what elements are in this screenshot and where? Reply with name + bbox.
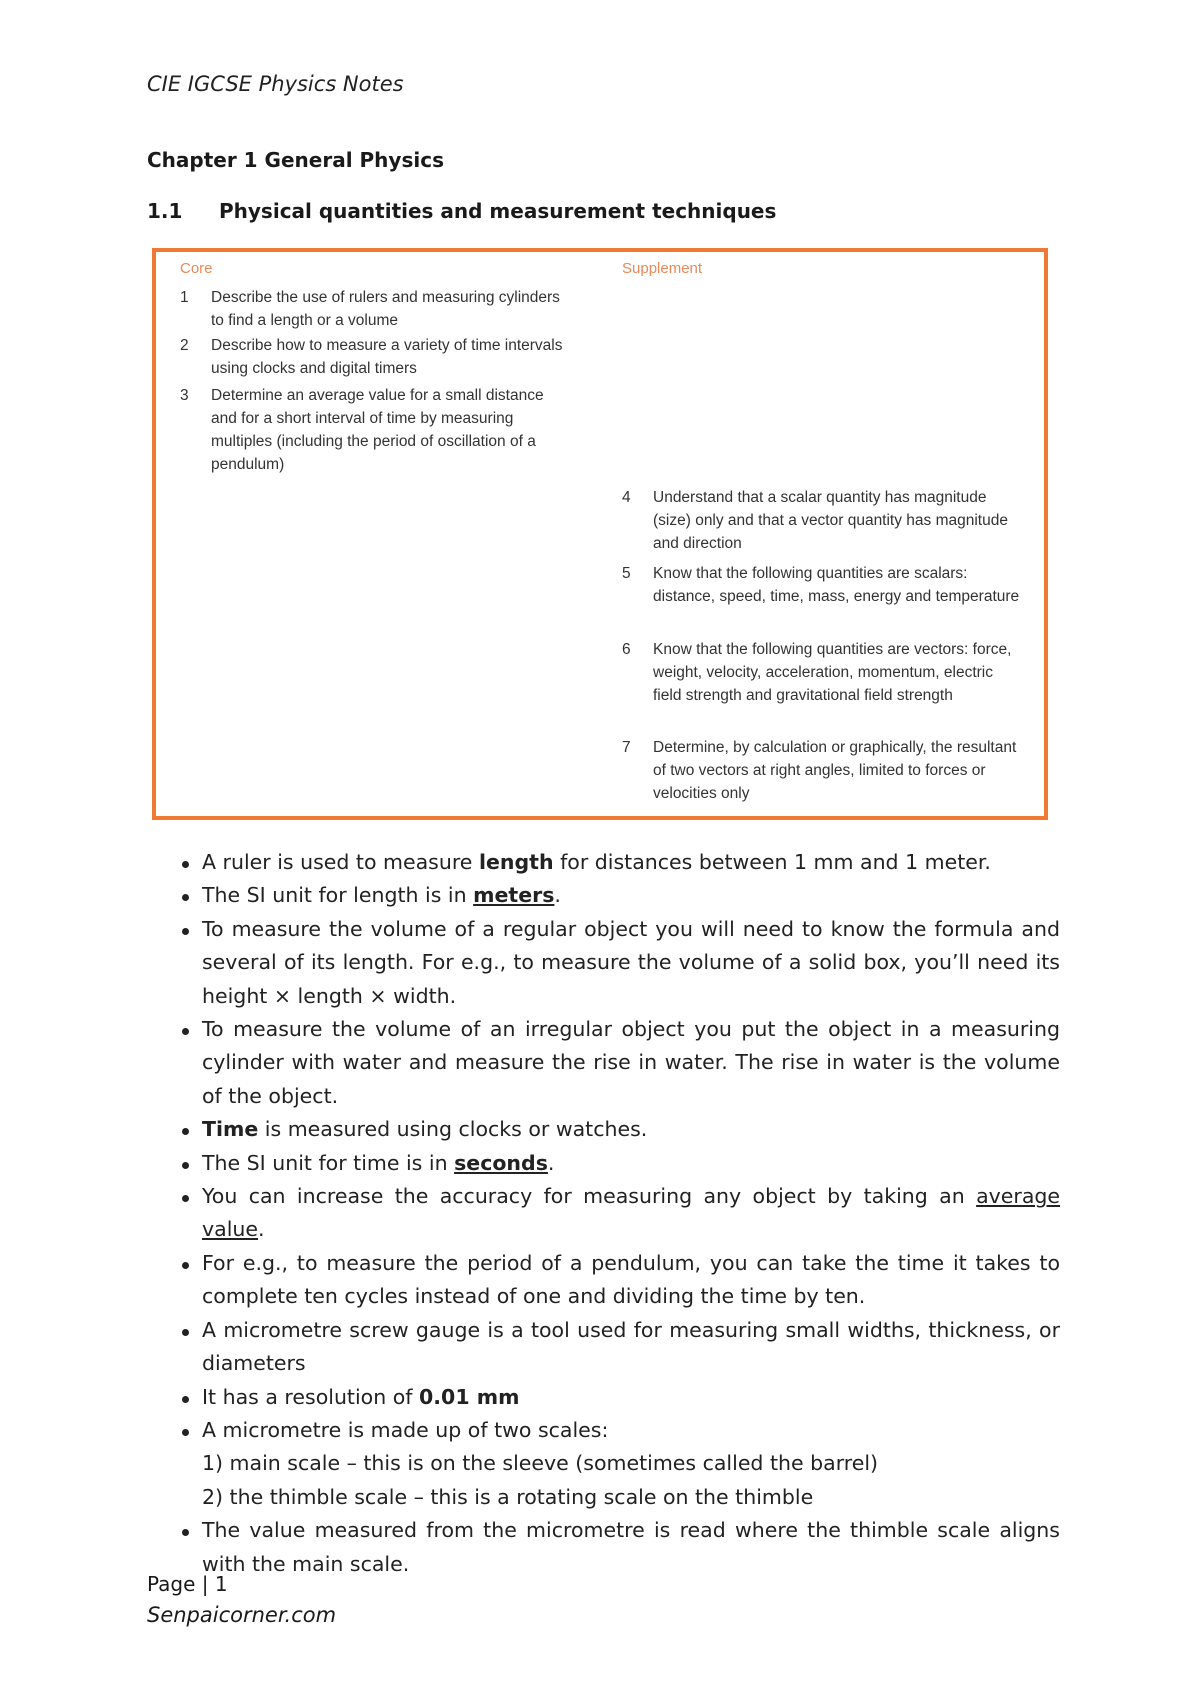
bullet-icon [182,1128,189,1135]
bullet-item: To measure the volume of an irregular object you put the object in a measuring cylinder with water and measure the rise in water. The rise in water is the volume of the object. [180,1013,1060,1113]
objective-text: Describe how to measure a variety of time intervals using clocks and digital timers [211,337,563,377]
section-title: Physical quantities and measurement techniques [219,199,777,223]
bullet-item: It has a resolution of 0.01 mm [180,1381,1060,1414]
bullet-icon [182,1162,189,1169]
supplement-objective [622,486,1022,555]
objective-number: 3 [180,387,189,404]
supplement-objective [622,562,1022,608]
bullet-item: For e.g., to measure the period of a pendulum, you can take the time it takes to complete ten cycles instead of one and dividing the time by ten. [180,1247,1060,1314]
objective-number: 4 [622,489,631,506]
bullet-icon [182,1529,189,1536]
supplement-heading: Supplement [622,260,703,277]
bullet-icon [182,1028,189,1035]
objective-text: Know that the following quantities are vectors: force, weight, velocity, acceleration, momentum, electric field strength and gravitational field strength [653,641,1012,704]
objective-text: Determine, by calculation or graphically, the resultant of two vectors at right angles, limited to forces or velocities only [653,739,1017,802]
bullet-item: A micrometre is made up of two scales: 1) main scale – this is on the sleeve (sometimes called the barrel) 2) the thimble scale – this is a rotating scale on the thimble [180,1414,1060,1514]
objective-text: Understand that a scalar quantity has magnitude (size) only and that a vector quantity has magnitude and direction [653,489,1008,552]
core-heading: Core [180,260,213,277]
bullet-item: The SI unit for time is in seconds. [180,1147,1060,1180]
bullet-item: A micrometre screw gauge is a tool used for measuring small widths, thickness, or diameters [180,1314,1060,1381]
section-number: 1.1 [147,199,183,223]
objective-text: Describe the use of rulers and measuring cylinders to find a length or a volume [211,289,560,329]
bullet-icon [182,1396,189,1403]
objective-text: Determine an average value for a small distance and for a short interval of time by measuring multiples (including the period of oscillation of a pendulum) [211,387,544,473]
objective-number: 5 [622,565,631,582]
objective-number: 1 [180,289,189,306]
objective-number: 7 [622,739,631,756]
core-objective [180,286,565,332]
syllabus-objectives-box [152,248,1048,820]
objective-number: 6 [622,641,631,658]
bullet-item: Time is measured using clocks or watches. [180,1113,1060,1146]
bullet-icon [182,1262,189,1269]
core-objective [180,384,565,476]
core-objective [180,334,565,380]
bullet-icon [182,928,189,935]
bullet-item: The SI unit for length is in meters. [180,879,1060,912]
bullet-item: A ruler is used to measure length for distances between 1 mm and 1 meter. [180,846,1060,879]
chapter-title: Chapter 1 General Physics [147,148,444,172]
notes-list [180,846,1060,1581]
bullet-icon [182,894,189,901]
bullet-item: The value measured from the micrometre is read where the thimble scale aligns with the main scale. [180,1514,1060,1581]
bullet-icon [182,1329,189,1336]
section-heading [147,199,776,223]
bullet-icon [182,1195,189,1202]
bullet-icon [182,1429,189,1436]
bullet-item: To measure the volume of a regular object you will need to know the formula and several of its length. For e.g., to measure the volume of a solid box, you’ll need its height × length × width. [180,913,1060,1013]
supplement-objective [622,736,1022,805]
objective-number: 2 [180,337,189,354]
page-header-title: CIE IGCSE Physics Notes [147,72,404,96]
bullet-item: You can increase the accuracy for measuring any object by taking an average value. [180,1180,1060,1247]
bullet-icon [182,861,189,868]
objective-text: Know that the following quantities are scalars: distance, speed, time, mass, energy and temperature [653,565,1020,605]
footer-site: Senpaicorner.com [147,1603,337,1627]
supplement-objective [622,638,1022,707]
sub-item: 1) main scale – this is on the sleeve (sometimes called the barrel) [202,1451,879,1476]
sub-item: 2) the thimble scale – this is a rotating scale on the thimble [202,1484,814,1509]
page-number: Page | 1 [147,1572,228,1596]
